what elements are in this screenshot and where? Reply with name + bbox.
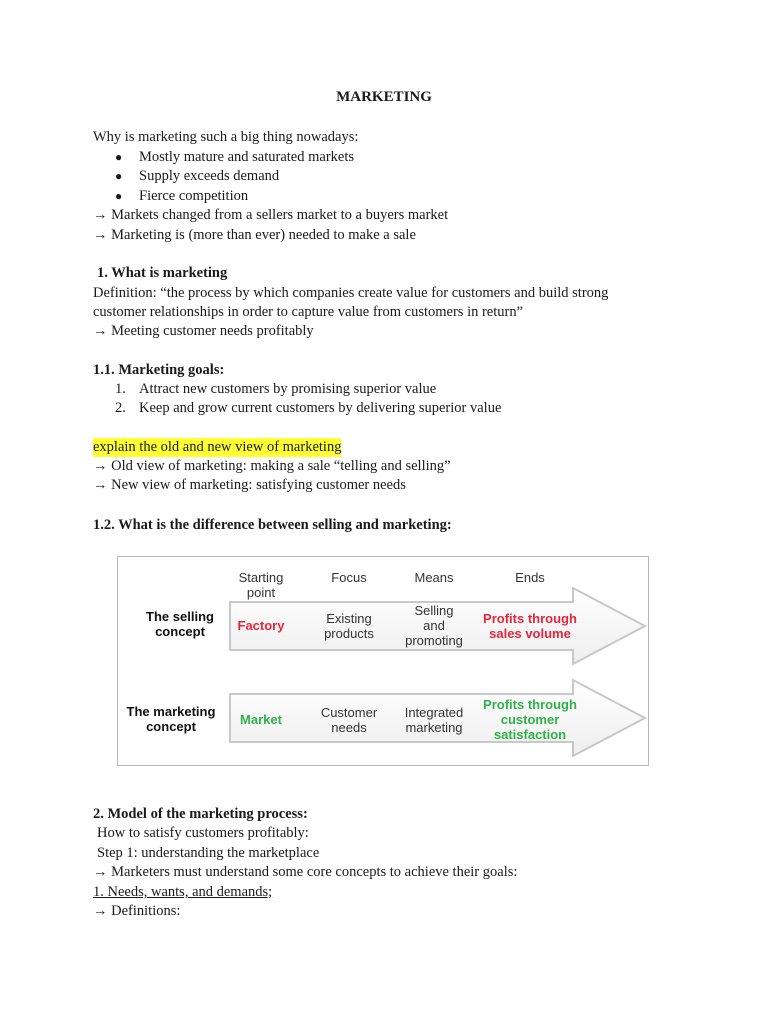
old-view-line: → Old view of marketing: making a sale “telling and selling” xyxy=(93,458,451,474)
section-1-2-heading: 1.2. What is the difference between selling and marketing: xyxy=(93,517,452,533)
definition-line-2: customer relationships in order to capture value from customers in return” xyxy=(93,304,524,320)
marketing-means: Integrated marketing xyxy=(404,705,464,735)
section-2-line-1: How to satisfy customers profitably: xyxy=(97,825,309,841)
highlighted-note: explain the old and new view of marketing xyxy=(93,439,342,455)
bullet-symbol: ● xyxy=(115,189,123,203)
intro-conclusion-2: → Marketing is (more than ever) needed to make a sale xyxy=(93,227,416,243)
selling-vs-marketing-figure xyxy=(117,556,649,766)
section-2-heading: 2. Model of the marketing process: xyxy=(93,806,308,822)
section-1-heading: 1. What is marketing xyxy=(97,265,228,281)
intro-bullet-1: Mostly mature and saturated markets xyxy=(139,149,355,165)
bullet-symbol: ● xyxy=(115,150,123,164)
column-header-focus: Focus xyxy=(331,570,367,585)
new-view-line: → New view of marketing: satisfying customer needs xyxy=(93,477,406,493)
selling-ends: Profits through sales volume xyxy=(483,611,577,641)
goal-item: Keep and grow current customers by delivering superior value xyxy=(139,400,502,416)
column-header-starting-point: Starting point xyxy=(238,570,284,600)
bullet-symbol: ● xyxy=(115,169,123,183)
section-2-line-2: Step 1: understanding the marketplace xyxy=(97,845,320,861)
column-header-means: Means xyxy=(414,570,454,585)
marketing-focus: Customer needs xyxy=(320,705,378,735)
column-header-ends: Ends xyxy=(515,570,545,585)
section-2-line-4: → Definitions: xyxy=(93,903,181,919)
intro-question: Why is marketing such a big thing nowadays: xyxy=(93,129,359,145)
section-1-1-heading: 1.1. Marketing goals: xyxy=(93,362,225,378)
goal-item: Attract new customers by promising superior value xyxy=(139,381,437,397)
definition-line-1: Definition: “the process by which companies create value for customers and build strong xyxy=(93,285,609,301)
goal-number: 2. xyxy=(115,400,126,416)
marketing-start: Market xyxy=(240,712,282,727)
intro-bullet-2: Supply exceeds demand xyxy=(139,168,280,184)
selling-start: Factory xyxy=(237,618,285,633)
definition-arrow-line: → Meeting customer needs profitably xyxy=(93,323,314,339)
selling-concept-label: The selling concept xyxy=(146,609,214,639)
marketing-concept-label: The marketing concept xyxy=(126,704,216,734)
page-title: MARKETING xyxy=(336,89,432,105)
section-2-line-3: → Marketers must understand some core concepts to achieve their goals: xyxy=(93,864,518,880)
intro-conclusion-1: → Markets changed from a sellers market to a buyers market xyxy=(93,207,449,223)
marketing-ends: Profits through customer satisfaction xyxy=(483,697,577,742)
intro-bullet-3: Fierce competition xyxy=(139,188,249,204)
selling-focus: Existing products xyxy=(324,611,374,641)
selling-means: Selling and promoting xyxy=(405,603,463,648)
goal-number: 1. xyxy=(115,381,126,397)
section-2-subheading: 1. Needs, wants, and demands; xyxy=(93,884,273,900)
